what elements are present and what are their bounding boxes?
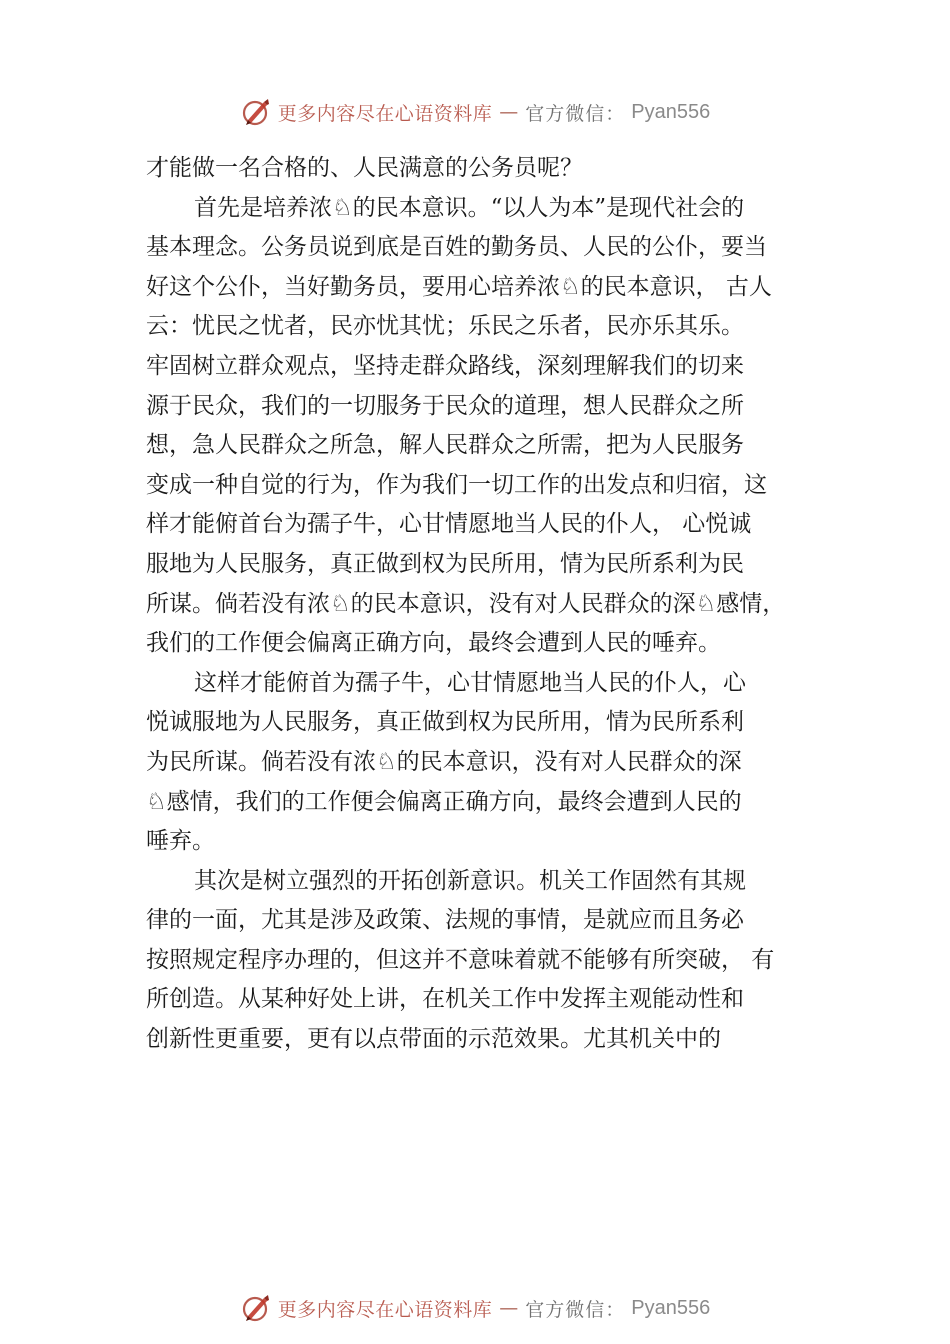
footer-brand-dash: — xyxy=(499,1297,519,1319)
text-line: 首先是培养浓♘的民本意识。“以人为本”是现代社会的 xyxy=(194,194,745,221)
footer-wechat-label: 官方微信： xyxy=(525,1298,626,1321)
text-line: 想，急人民群众之所急，解人民群众之所需，把为人民服务 xyxy=(146,432,744,459)
header-brand-dash: — xyxy=(499,101,519,123)
footer-brand xyxy=(240,1292,711,1324)
page-header xyxy=(0,92,950,132)
text-line: 所创造。从某种好处上讲，在机关工作中发挥主观能动性和 xyxy=(146,986,744,1013)
text-line: 基本理念。公务员说到底是百姓的勤务员、人民的公仆，要当 xyxy=(146,234,767,261)
text-line: 律的一面，尤其是涉及政策、法规的事情，是就应而且务必 xyxy=(146,907,744,934)
pen-circle-logo-icon xyxy=(240,96,272,128)
text-line: 好这个公仆，当好勤务员，要用心培养浓♘的民本意识， 古人 xyxy=(146,273,772,300)
text-line: 按照规定程序办理的，但这并不意味着就不能够有所突破， 有 xyxy=(146,946,775,973)
text-line: 唾弃。 xyxy=(146,828,215,855)
text-line: 我们的工作便会偏离正确方向，最终会遭到人民的唾弃。 xyxy=(146,630,721,657)
text-line: 变成一种自觉的行为，作为我们一切工作的出发点和归宿，这 xyxy=(146,471,767,498)
text-line: 悦诚服地为人民服务，真正做到权为民所用，情为民所系利 xyxy=(146,709,744,736)
header-wechat-id: Pyan556 xyxy=(631,100,711,123)
text-line: 样才能俯首台为孺子牛，心甘情愿地当人民的仆人， 心悦诚 xyxy=(146,511,752,538)
footer-brand-text: 更多内容尽在心语资料库 xyxy=(277,1298,493,1321)
text-line: 服地为人民服务，真正做到权为民所用，情为民所系利为民 xyxy=(146,550,744,577)
page-footer xyxy=(0,1288,950,1328)
text-line: 才能做一名合格的、人民满意的公务员呢？ xyxy=(146,155,583,181)
footer-wechat-id: Pyan556 xyxy=(631,1296,711,1319)
pen-circle-logo-icon xyxy=(240,1292,272,1324)
text-line: 源于民众，我们的一切服务于民众的道理，想人民群众之所 xyxy=(146,392,744,419)
text-line: 云：忧民之忧者，民亦忧其忧；乐民之乐者，民亦乐其乐。 xyxy=(146,313,744,340)
text-line: 所谋。倘若没有浓♘的民本意识，没有对人民群众的深♘感情， xyxy=(146,590,786,617)
text-line: 创新性更重要，更有以点带面的示范效果。尤其机关中的 xyxy=(146,1026,721,1053)
header-wechat-label: 官方微信： xyxy=(525,102,626,125)
text-line: 这样才能俯首为孺子牛，心甘情愿地当人民的仆人，心 xyxy=(194,669,746,696)
document-body xyxy=(146,149,846,1060)
text-line: 为民所谋。倘若没有浓♘的民本意识，没有对人民群众的深 xyxy=(146,748,742,775)
text-line: ♘感情，我们的工作便会偏离正确方向，最终会遭到人民的 xyxy=(146,788,742,815)
header-brand xyxy=(240,96,711,128)
text-line: 其次是树立强烈的开拓创新意识。机关工作固然有其规 xyxy=(194,867,746,894)
header-brand-text: 更多内容尽在心语资料库 xyxy=(277,102,493,125)
text-line: 牢固树立群众观点，坚持走群众路线，深刻理解我们的切来 xyxy=(146,352,744,379)
